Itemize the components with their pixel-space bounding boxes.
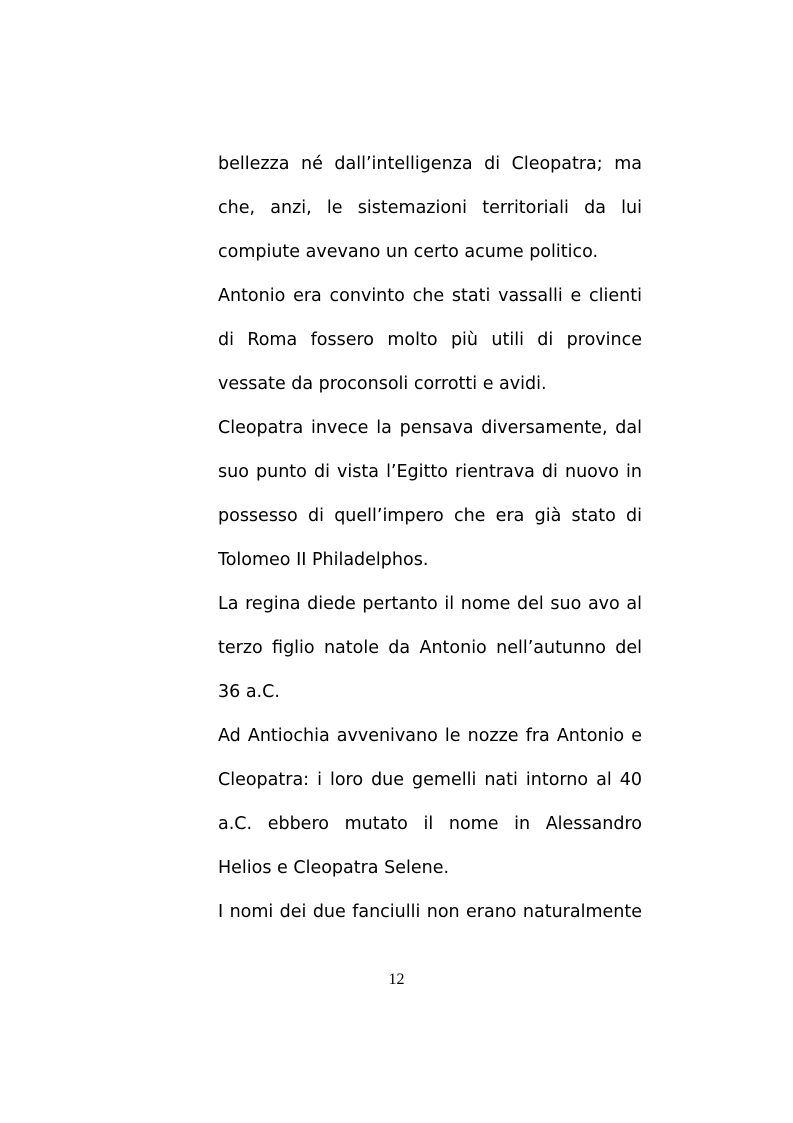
page-number: 12 (388, 971, 405, 988)
text-line: che, anzi, le sistemazioni territoriali da lui (218, 198, 642, 218)
text-line: Cleopatra: i loro due gemelli nati intorno al 40 (218, 770, 642, 790)
text-line: possesso di quell’impero che era già stato di (218, 506, 642, 526)
text-line: 36 a.C. (218, 682, 280, 702)
text-line: di Roma fossero molto più utili di province (218, 330, 642, 350)
text-line: suo punto di vista l’Egitto rientrava di nuovo in (218, 462, 642, 482)
text-line: a.C. ebbero mutato il nome in Alessandro (218, 814, 642, 834)
text-line: compiute avevano un certo acume politico. (218, 242, 599, 262)
text-line: Ad Antiochia avvenivano le nozze fra Antonio e (218, 726, 642, 746)
text-line: vessate da proconsoli corrotti e avidi. (218, 374, 547, 394)
text-line: Antonio era convinto che stati vassalli e clienti (218, 286, 642, 306)
text-line: Cleopatra invece la pensava diversamente, dal (218, 418, 642, 438)
text-line: Tolomeo II Philadelphos. (218, 550, 429, 570)
text-line: La regina diede pertanto il nome del suo avo al (218, 594, 642, 614)
text-line: Helios e Cleopatra Selene. (218, 858, 450, 878)
text-line: terzo figlio natole da Antonio nell’autunno del (218, 638, 642, 658)
text-line: bellezza né dall’intelligenza di Cleopatra; ma (218, 154, 642, 174)
text-line: I nomi dei due fanciulli non erano naturalmente (218, 902, 642, 922)
